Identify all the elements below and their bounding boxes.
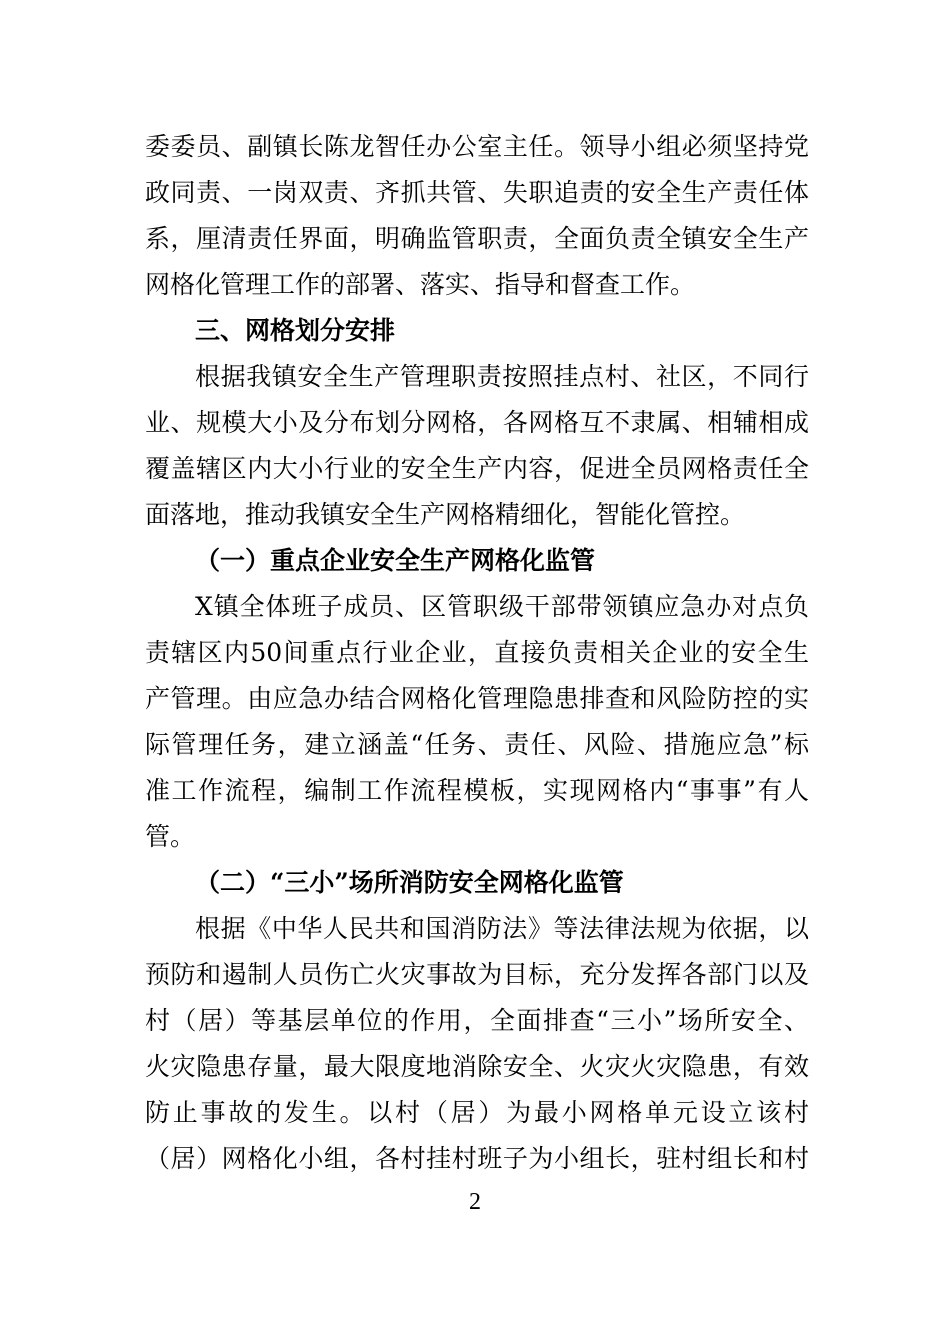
paragraph-line: 根据我镇安全生产管理职责按照挂点村、社区，不同行 bbox=[195, 362, 809, 391]
section-heading: 三、网格划分安排 bbox=[195, 316, 396, 345]
paragraph-line: X镇全体班子成员、区管职级干部带领镇应急办对点负 bbox=[195, 592, 809, 621]
subsection-heading: （二）“三小”场所消防安全网格化监管 bbox=[195, 868, 624, 897]
paragraph-line: 委委员、副镇长陈龙智任办公室主任。领导小组必须坚持党 bbox=[145, 132, 809, 161]
paragraph-line: 政同责、一岗双责、齐抓共管、失职追责的安全生产责任体 bbox=[145, 178, 809, 207]
paragraph-line: （居）网格化小组，各村挂村班子为小组长，驻村组长和村 bbox=[145, 1144, 809, 1173]
subsection-heading: （一）重点企业安全生产网格化监管 bbox=[195, 546, 596, 575]
paragraph-line: 系，厘清责任界面，明确监管职责，全面负责全镇安全生产 bbox=[145, 224, 809, 253]
paragraph-line: 根据《中华人民共和国消防法》等法律法规为依据，以 bbox=[195, 914, 809, 943]
paragraph-line: 际管理任务，建立涵盖“任务、责任、风险、措施应急”标 bbox=[145, 730, 809, 759]
paragraph-line: 面落地，推动我镇安全生产网格精细化，智能化管控。 bbox=[145, 500, 746, 529]
paragraph-line: 火灾隐患存量，最大限度地消除安全、火灾火灾隐患，有效 bbox=[145, 1052, 809, 1081]
paragraph-line: 业、规模大小及分布划分网格，各网格互不隶属、相辅相成 bbox=[145, 408, 809, 437]
page-number: 2 bbox=[469, 1189, 481, 1215]
paragraph-line: 村（居）等基层单位的作用，全面排查“三小”场所安全、 bbox=[145, 1006, 809, 1035]
paragraph-line: 覆盖辖区内大小行业的安全生产内容，促进全员网格责任全 bbox=[145, 454, 809, 483]
paragraph-line: 产管理。由应急办结合网格化管理隐患排查和风险防控的实 bbox=[145, 684, 809, 713]
paragraph-line: 防止事故的发生。以村（居）为最小网格单元设立该村 bbox=[145, 1098, 809, 1127]
paragraph-line: 管。 bbox=[145, 822, 196, 851]
paragraph-line: 责辖区内50间重点行业企业，直接负责相关企业的安全生 bbox=[145, 638, 809, 667]
paragraph-line: 准工作流程，编制工作流程模板，实现网格内“事事”有人 bbox=[145, 776, 809, 805]
paragraph-line: 预防和遏制人员伤亡火灾事故为目标，充分发挥各部门以及 bbox=[145, 960, 809, 989]
paragraph-line: 网格化管理工作的部署、落实、指导和督查工作。 bbox=[145, 270, 696, 299]
